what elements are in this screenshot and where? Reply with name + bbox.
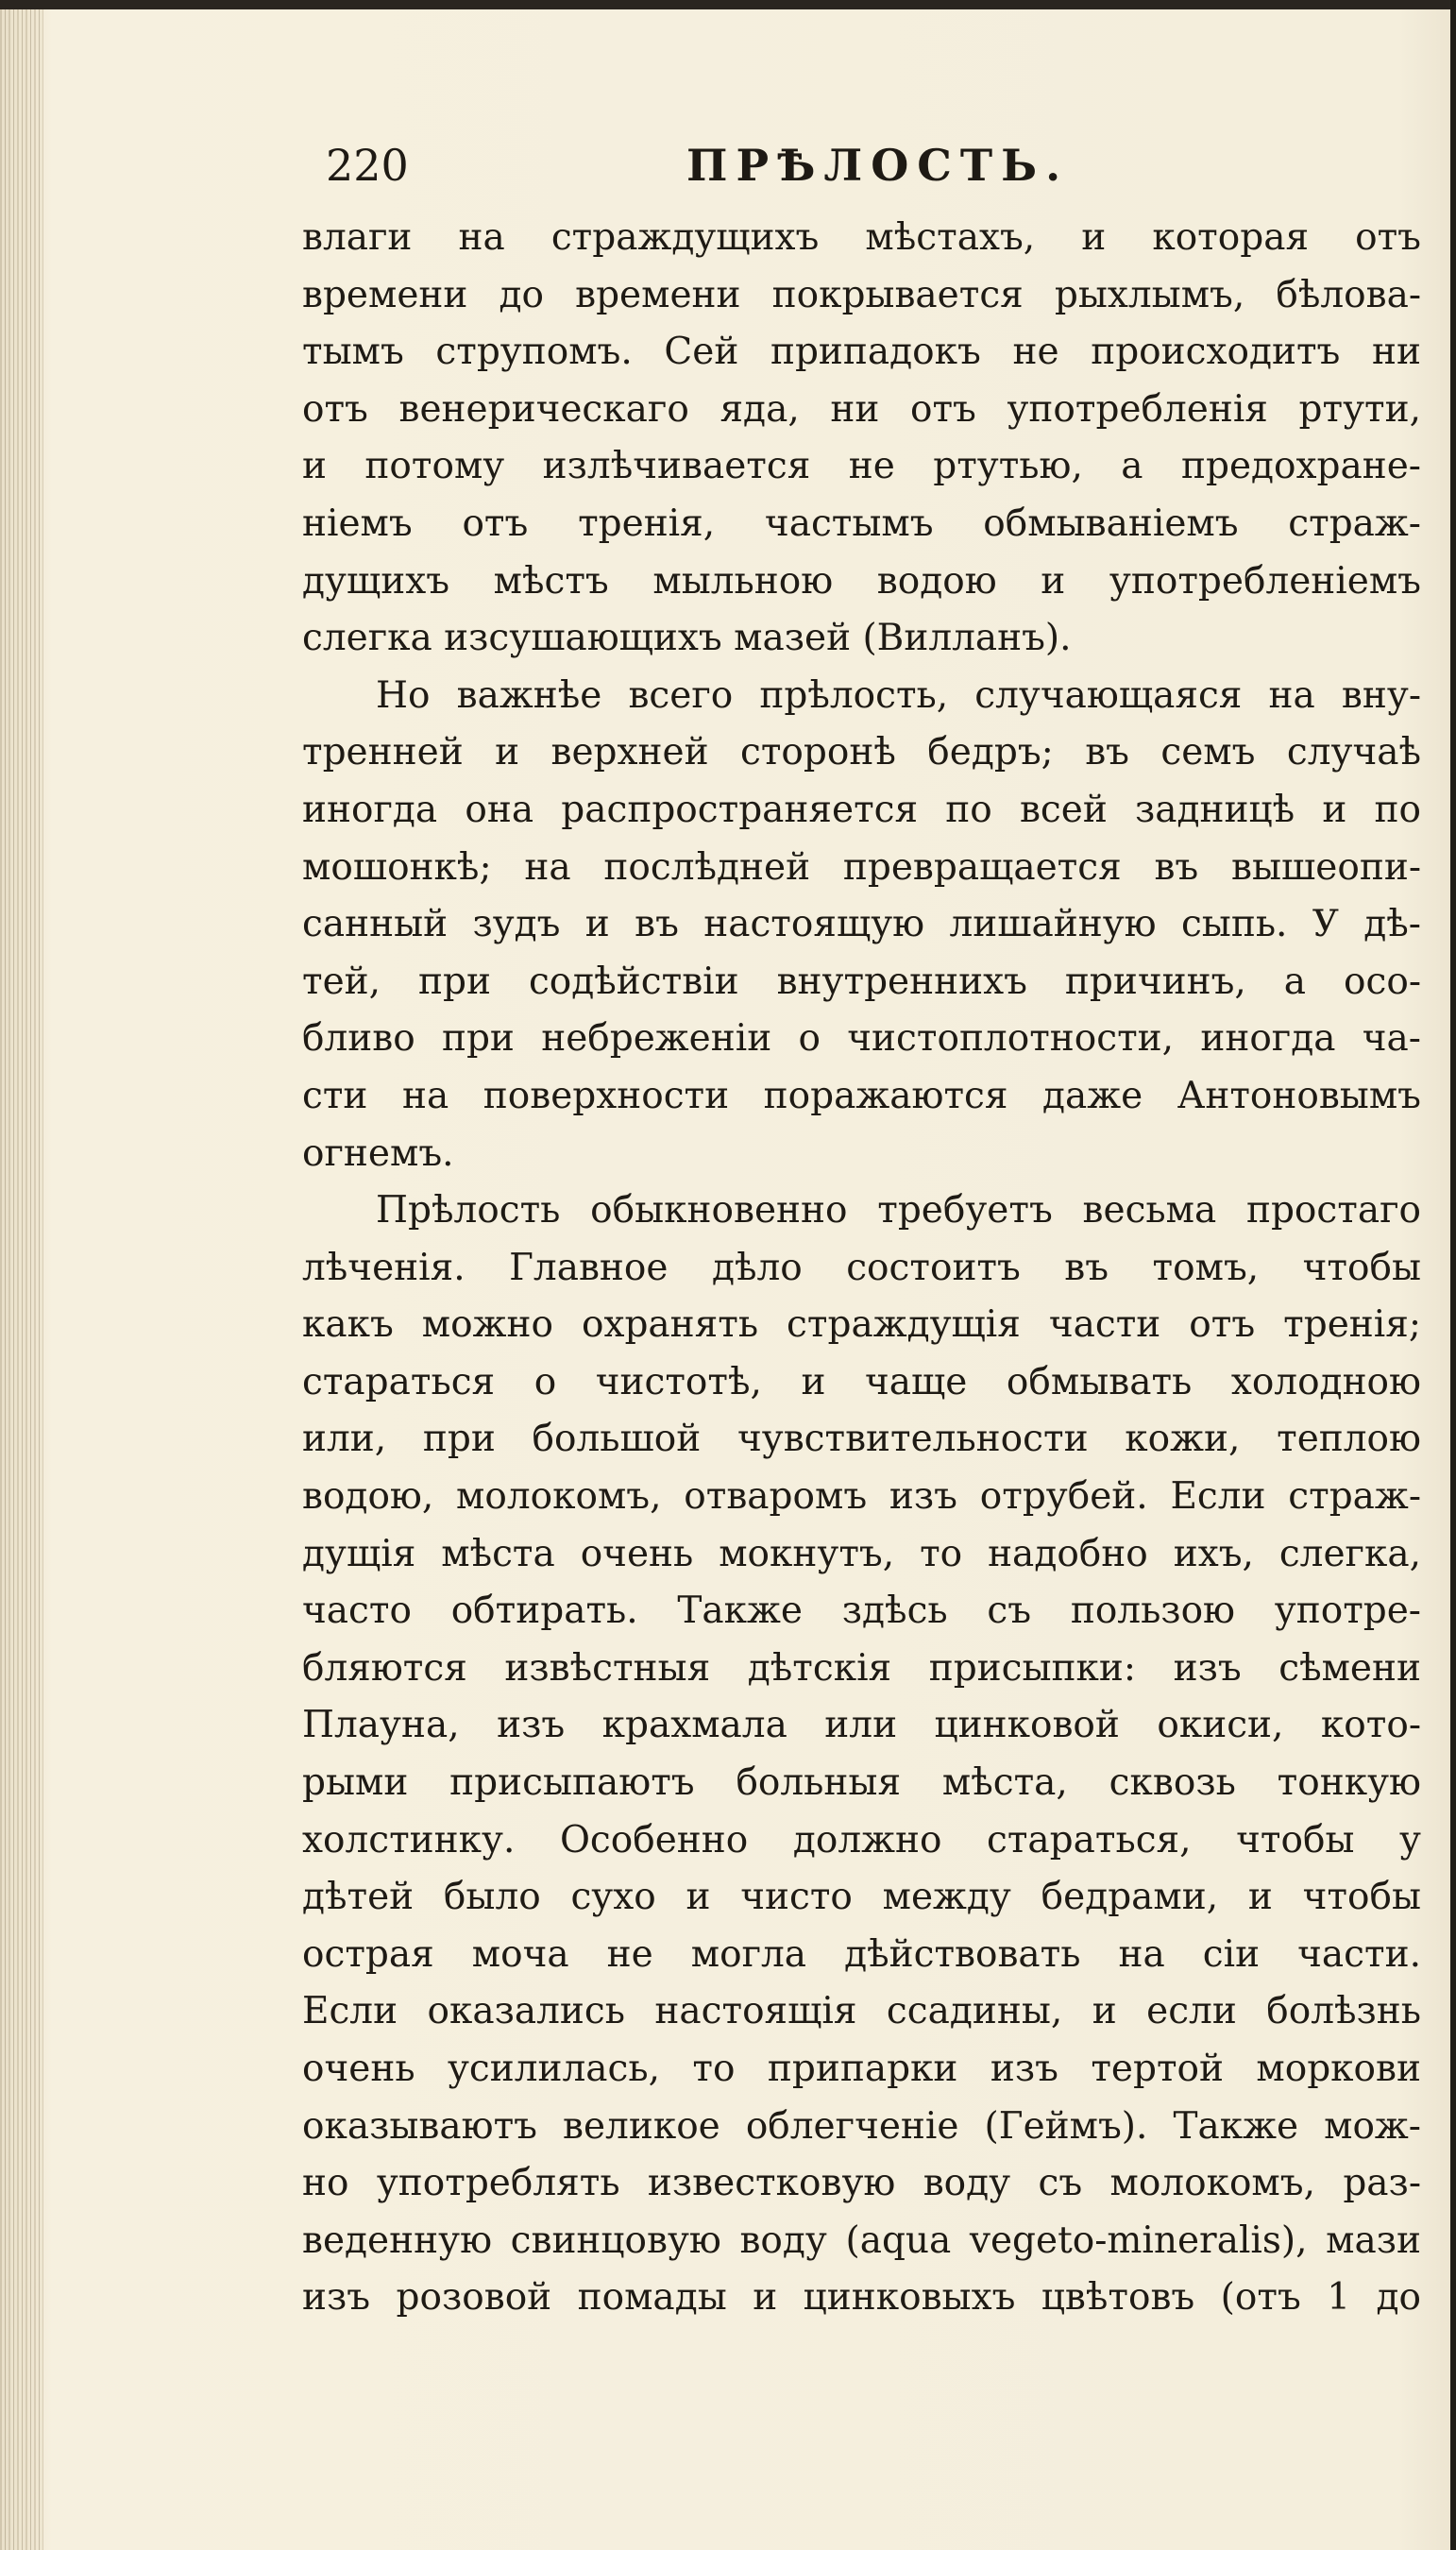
text-line: веденную свинцовую воду (aqua vegeto-mineralis), мази bbox=[302, 2218, 1421, 2262]
text-line: дущія мѣста очень мокнутъ, то надобно ихъ, слегка, bbox=[302, 1532, 1421, 1575]
text-line: санный зудъ и въ настоящую лишайную сыпь. У дѣ- bbox=[302, 903, 1421, 946]
text-line: влаги на страждущихъ мѣстахъ, и которая отъ bbox=[302, 216, 1421, 259]
text-line: мошонкѣ; на послѣдней превращается въ вышеопи- bbox=[302, 845, 1421, 889]
text-line: оказываютъ великое облегченіе (Геймъ). Также мож- bbox=[302, 2104, 1421, 2148]
text-line: бляются извѣстныя дѣтскія присыпки: изъ сѣмени bbox=[302, 1646, 1421, 1690]
text-line: тренней и верхней сторонѣ бедръ; въ семъ случаѣ bbox=[302, 731, 1421, 774]
text-line: какъ можно охранять страждущія части отъ тренія; bbox=[302, 1303, 1421, 1347]
text-line: холстинку. Особенно должно стараться, чтобы у bbox=[302, 1818, 1421, 1862]
text-line: Плауна, изъ крахмала или цинковой окиси, кото- bbox=[302, 1704, 1421, 1747]
text-line: очень усилилась, то припарки изъ тертой моркови bbox=[302, 2048, 1421, 2090]
page-header bbox=[326, 140, 1440, 206]
page-number: 220 bbox=[326, 140, 409, 191]
text-line: Прѣлость обыкновенно требуетъ весьма простаго bbox=[376, 1189, 1421, 1232]
text-line: часто обтирать. Также здѣсь съ пользою употре- bbox=[302, 1590, 1421, 1633]
top-scan-edge bbox=[0, 0, 1456, 9]
running-head: ПРѢЛОСТЬ. bbox=[686, 140, 1070, 191]
text-line: сти на поверхности поражаются даже Антоновымъ bbox=[302, 1074, 1421, 1117]
text-line: Но важнѣе всего прѣлость, случающаяся на вну- bbox=[376, 673, 1421, 717]
text-line: огнемъ. bbox=[302, 1131, 454, 1175]
text-line: времени до времени покрывается рыхлымъ, бѣлова- bbox=[302, 273, 1421, 316]
text-line: водою, молокомъ, отваромъ изъ отрубей. Если страж- bbox=[302, 1475, 1421, 1519]
text-line: стараться о чистотѣ, и чаще обмывать холодною bbox=[302, 1360, 1421, 1403]
text-line: ніемъ отъ тренія, частымъ обмываніемъ страж- bbox=[302, 502, 1421, 545]
text-line: но употреблять известковую воду съ молокомъ, раз- bbox=[302, 2162, 1421, 2205]
text-line: острая моча не могла дѣйствовать на сіи части. bbox=[302, 1932, 1421, 1976]
body-text bbox=[302, 210, 1421, 2327]
text-line: иногда она распространяется по всей задницѣ и по bbox=[302, 788, 1421, 831]
text-line: Если оказались настоящія ссадины, и если болѣзнь bbox=[302, 1990, 1421, 2033]
text-line: или, при большой чувствительности кожи, теплою bbox=[302, 1418, 1421, 1461]
text-line: отъ венерическаго яда, ни отъ употребленія ртути, bbox=[302, 387, 1421, 431]
text-line: изъ розовой помады и цинковыхъ цвѣтовъ (отъ 1 до bbox=[302, 2276, 1421, 2320]
text-line: слегка изсушающихъ мазей (Вилланъ). bbox=[302, 617, 1072, 660]
text-line: лѣченія. Главное дѣло состоитъ въ томъ, чтобы bbox=[302, 1246, 1421, 1289]
text-line: дѣтей было сухо и чисто между бедрами, и чтобы bbox=[302, 1876, 1421, 1919]
text-line: тымъ струпомъ. Сей припадокъ не происходитъ ни bbox=[302, 331, 1421, 374]
binding-edge bbox=[0, 0, 43, 2550]
text-line: дущихъ мѣстъ мыльною водою и употребленіемъ bbox=[302, 559, 1421, 603]
text-line: и потому излѣчивается не ртутью, а предохране- bbox=[302, 445, 1421, 488]
text-line: тей, при содѣйствіи внутреннихъ причинъ, а осо- bbox=[302, 960, 1421, 1003]
right-scan-edge bbox=[1450, 0, 1456, 2550]
text-line: бливо при небреженіи о чистоплотности, иногда ча- bbox=[302, 1017, 1421, 1061]
text-line: рыми присыпаютъ больныя мѣста, сквозь тонкую bbox=[302, 1761, 1421, 1805]
